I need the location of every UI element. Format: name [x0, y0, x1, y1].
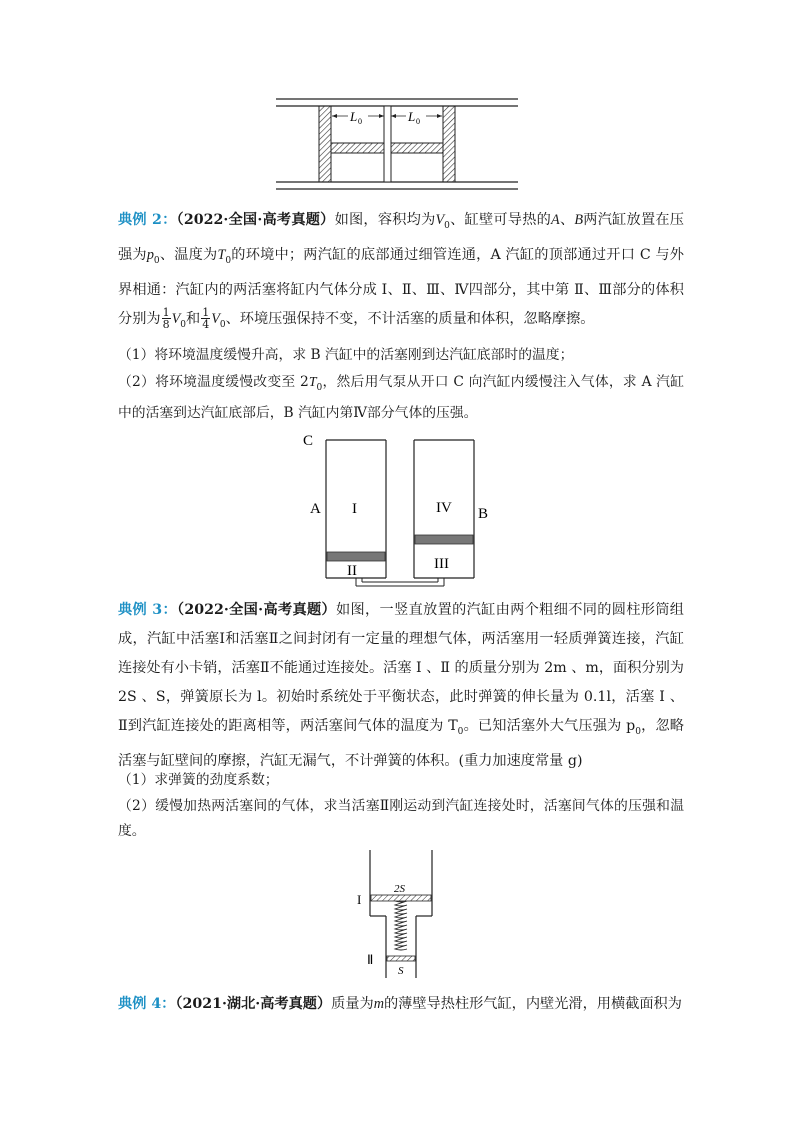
question-text: ，然后用气泵从开口 C 向汽缸内缓慢注入气体，求 A 汽缸中的活塞到达汽缸底部后，B 汽缸内第Ⅳ部分气体的压强。 — [118, 374, 684, 421]
frac-den: 8 — [162, 318, 170, 332]
text: 和 — [185, 310, 201, 327]
example-2-question-2: （2）将环境温度缓慢改变至 $2T_0$，然后用气泵从开口 C 向汽缸内缓慢注入气体，求 A 汽缸中的活塞到达汽缸底部后，B 汽缸内第Ⅳ部分气体的压强。 — [118, 374, 684, 421]
example-4-label: 典例 4： — [118, 996, 176, 1012]
frac-num: 1 — [162, 306, 170, 320]
example-3-statement: 典例 3：（2022·全国·高考真题）如图，一竖直放置的汽缸由两个粗细不同的圆柱形筒组成，汽缸中活塞Ⅰ和活塞Ⅱ之间封闭有一定量的理想气体，两活塞用一轻质弹簧连接，汽缸连接处有小卡销，活塞Ⅱ不能通过连接处。活塞 Ⅰ 、Ⅱ 的质量分别为 2m 、m，面积分别为 2S 、S，弹簧原长为 l。初始时系统处于平衡状态，此时弹簧的伸长量为 0.1l，活塞 Ⅰ 、Ⅱ到汽缸连接处的距离相等，两活塞间气体的温度为 $T_0$。已知活塞外大气压强为 $p_0$，忽略活塞与缸壁间的摩擦，汽缸无漏气，不计弹簧的体积。(重力加速度常量 g) — [118, 602, 684, 769]
label-L0-left: L — [350, 109, 358, 124]
text: 如图，一竖直放置的汽缸由两个粗细不同的圆柱形筒组成，汽缸中活塞Ⅰ和活塞Ⅱ之间封闭有一定量的理想气体，两活塞用一轻质弹簧连接，汽缸连接处有小卡销，活塞Ⅱ不能通过连接处。活塞 Ⅰ 、Ⅱ 的质量分别为 2m 、m，面积分别为 2S 、S，弹簧原长为 l。初始时系统处于平衡状态，此时弹簧的伸长量为 0.1l，活塞 Ⅰ 、Ⅱ到汽缸连接处的距离相等，两活塞间气体的温度为 T — [118, 602, 684, 734]
label-B: B — [478, 506, 489, 522]
label-C: C — [303, 433, 314, 449]
label-L0-right: L — [408, 109, 416, 124]
var-T0: T — [217, 246, 226, 263]
var-A: A — [551, 212, 560, 228]
var-V0: V — [435, 212, 445, 228]
text: ，忽略活塞与缸壁间的摩擦，汽缸无漏气，不计弹簧的体积。(重力加速度常量 g) — [118, 718, 684, 769]
question-text: （1）求弹簧的劲度系数； — [118, 772, 279, 788]
question-text: （2）缓慢加热两活塞间的气体，求当活塞Ⅱ刚运动到汽缸连接处时，活塞间气体的压强和温度。 — [118, 798, 684, 839]
fraction-1-4 — [201, 307, 210, 330]
label-2S: 2S — [394, 883, 405, 895]
example-2-statement: 典例 2：（2022·全国·高考真题）如图，容积均为$V_0$、缸壁可导热的A、B两汽缸放置在压强为$p_0$、温度为$T_0$的环境中；两汽缸的底部通过细管连通，A 汽缸的顶部通过开口 C 与外界相通：汽缸内的两活塞将缸内气体分成 Ⅰ、Ⅱ、Ⅲ、Ⅳ四部分，其中第 Ⅱ、Ⅲ部分的体积分别为 $\frac{1}{8}$ $V_0$和 $\frac{1}{4}$ $V_0$、环境压强保持不变，不计活塞的质量和体积，忽略摩擦。 — [118, 212, 684, 332]
var-p0: p — [146, 246, 154, 263]
text: 、缸壁可导热的 — [449, 212, 552, 228]
example-3-question-2 — [118, 794, 684, 844]
frac-num: 1 — [202, 306, 210, 320]
text: 两汽缸放置在压强为 — [118, 212, 684, 263]
text: 、 — [559, 212, 575, 228]
label-IV: IV — [436, 500, 452, 516]
label-L0-left-sub: 0 — [358, 117, 362, 126]
text: 的薄壁导热柱形气缸，内壁光滑，用横截面积为 — [383, 996, 682, 1012]
text: 如图，容积均为 — [334, 212, 436, 228]
example-3-question-1 — [118, 768, 684, 793]
text: 质量为 — [331, 996, 374, 1012]
example-3-label: 典例 3： — [118, 602, 177, 618]
question-text: （1）将环境温度缓慢升高，求 B 汽缸中的活塞刚到达汽缸底部时的温度； — [118, 347, 574, 363]
label-I: I — [352, 501, 357, 517]
label-III: III — [434, 556, 449, 572]
example-3-source: （2022·全国·高考真题） — [177, 602, 337, 618]
label-A: A — [310, 501, 321, 517]
text: 、环境压强保持不变，不计活塞的质量和体积，忽略摩擦。 — [225, 310, 595, 327]
text: 。已知活塞外大气压强为 p — [463, 718, 636, 734]
fraction-1-8 — [162, 307, 171, 330]
var-m: m — [373, 996, 384, 1012]
figure-1-horizontal-cylinders — [272, 96, 522, 196]
label-L0-right-sub: 0 — [416, 117, 420, 126]
label-piston-I: I — [357, 892, 362, 907]
figure-3-stepped-cylinder-spring — [350, 848, 450, 988]
example-4-statement — [118, 990, 684, 1019]
label-S: S — [398, 965, 404, 977]
text: 的环境中；两汽缸的底部通过细管连通，A 汽缸的顶部通过开口 C 与外界相通：汽缸内的两活塞将缸内气体分成 Ⅰ、Ⅱ、Ⅲ、Ⅳ四部分，其中第 Ⅱ、Ⅲ部分的体积分别为 — [118, 246, 684, 327]
example-4-source: （2021·湖北·高考真题） — [175, 996, 332, 1012]
var-B: B — [574, 212, 584, 228]
example-2-label: 典例 2： — [118, 212, 177, 228]
label-piston-II: Ⅱ — [367, 952, 374, 967]
label-II: II — [347, 563, 357, 579]
frac-den: 4 — [202, 318, 210, 332]
example-2-question-1 — [118, 343, 684, 368]
example-2-source: （2022·全国·高考真题） — [176, 212, 335, 228]
text: 、温度为 — [159, 246, 218, 263]
figure-2-two-cylinders — [300, 428, 500, 593]
question-text: （2）将环境温度缓慢改变至 2 — [118, 374, 309, 390]
